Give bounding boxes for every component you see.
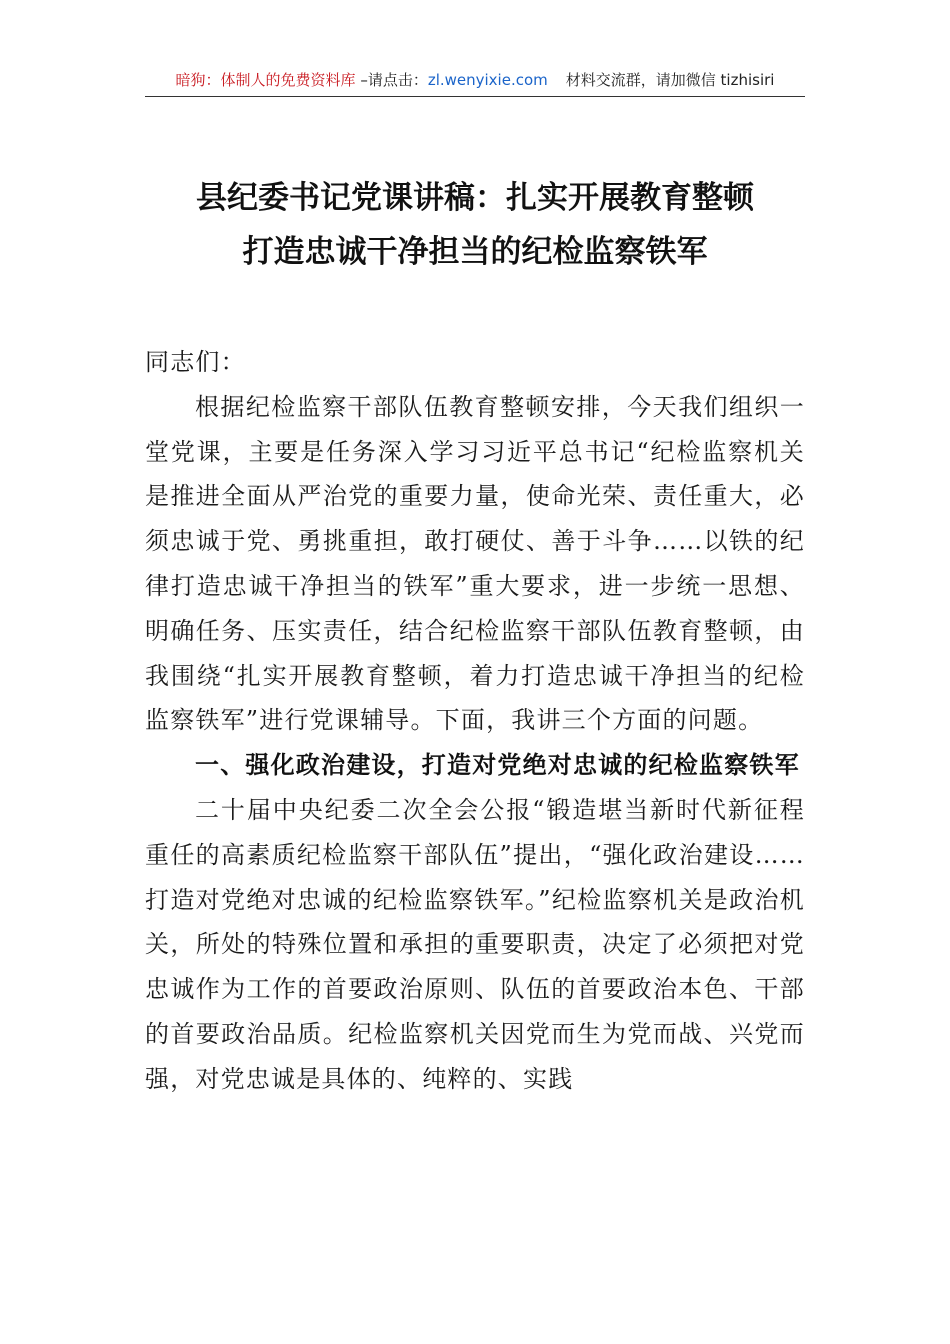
section-heading-1: 一、强化政治建设，打造对党绝对忠诚的纪检监察铁军 (195, 751, 800, 780)
paragraph-intro: 根据纪检监察干部队伍教育整顿安排，今天我们组织一堂党课，主要是任务深入学习习近平总书记“纪检监察机关是推进全面从严治党的重要力量，使命光荣、责任重大，必须忠诚于党、勇挑重担，敢打硬仗、善于斗争……以铁的纪律打造忠诚干净担当的铁军”重大要求，进一步统一思想、明确任务、压实责任，结合纪检监察干部队伍教育整顿，由我围绕“扎实开展教育整顿，着力打造忠诚干净担当的纪检监察铁军”进行党课辅导。下面，我讲三个方面的问题。 (145, 392, 805, 735)
document-body (145, 340, 805, 1102)
header-prompt: –请点击： (355, 71, 428, 89)
document-title-line-2: 打造忠诚干净担当的纪检监察铁军 (242, 234, 708, 270)
header-link[interactable]: zl.wenyixie.com (427, 71, 548, 89)
salutation: 同志们： (145, 348, 246, 376)
document-title-line-1: 县纪委书记党课讲稿：扎实开展教育整顿 (196, 180, 754, 216)
page-header (145, 66, 805, 97)
header-wechat-note: 材料交流群，请加微信 tizhisiri (565, 71, 775, 89)
header-brand: 暗狗：体制人的免费资料库 (175, 71, 356, 89)
paragraph-section-1: 二十届中央纪委二次全会公报“锻造堪当新时代新征程重任的高素质纪检监察干部队伍”提出，“强化政治建设……打造对党绝对忠诚的纪检监察铁军。”纪检监察机关是政治机关，所处的特殊位置和承担的重要职责，决定了必须把对党忠诚作为工作的首要政治原则、队伍的首要政治本色、干部的首要政治品质。纪检监察机关因党而生为党而战、兴党而强，对党忠诚是具体的、纯粹的、实践 (145, 795, 805, 1093)
